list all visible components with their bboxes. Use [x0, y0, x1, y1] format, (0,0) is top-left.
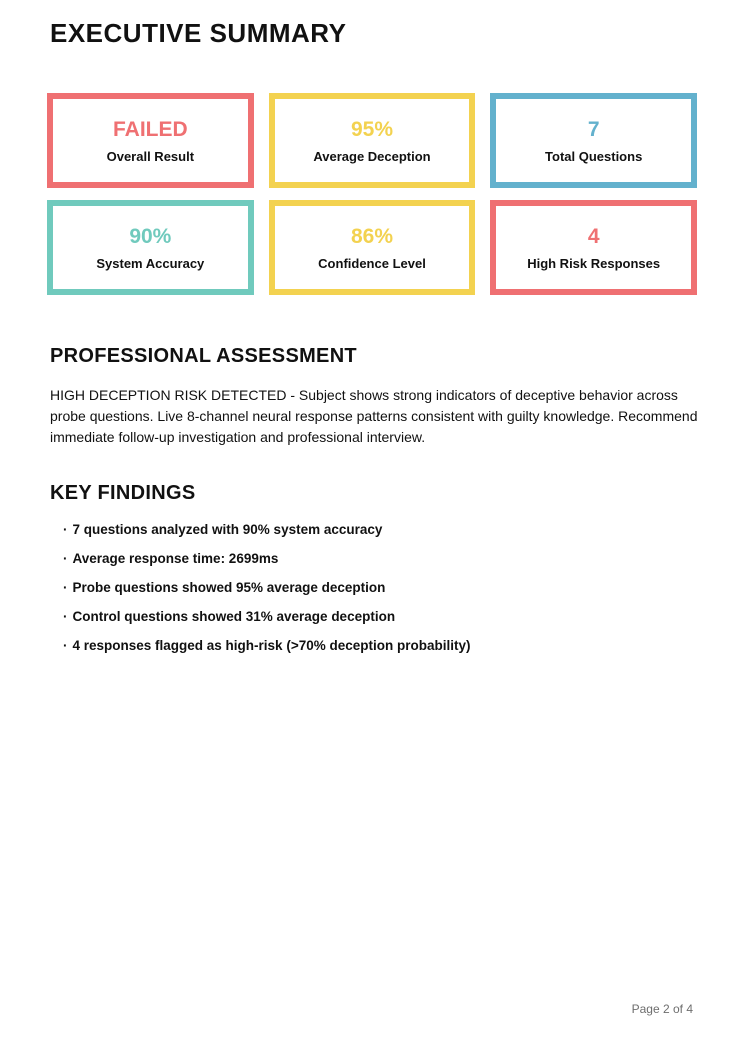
bullet-dot-icon: ·	[63, 580, 68, 595]
list-item	[63, 639, 683, 653]
stat-value: 90%	[129, 224, 172, 248]
stat-card-total-questions	[490, 93, 697, 188]
stat-label: Average Deception	[313, 148, 431, 164]
stat-label: High Risk Responses	[527, 255, 661, 271]
finding-text: Control questions showed 31% average deception	[72, 609, 396, 624]
finding-text: 4 responses flagged as high-risk (>70% deception probability)	[72, 638, 471, 653]
finding-text: Average response time: 2699ms	[72, 551, 279, 566]
finding-text: Probe questions showed 95% average deception	[72, 580, 386, 595]
stat-value: 4	[587, 224, 600, 248]
finding-text: 7 questions analyzed with 90% system accuracy	[72, 522, 383, 537]
stat-card-system-accuracy	[47, 200, 254, 295]
summary-stat-cards	[47, 93, 697, 295]
stat-card-average-deception	[269, 93, 476, 188]
key-findings-list	[63, 523, 683, 668]
list-item	[63, 610, 683, 624]
page-number: Page 2 of 4	[631, 1002, 693, 1016]
list-item	[63, 581, 683, 595]
bullet-dot-icon: ·	[63, 638, 68, 653]
stat-label: Overall Result	[106, 148, 195, 164]
bullet-dot-icon: ·	[63, 522, 68, 537]
stat-card-overall-result	[47, 93, 254, 188]
bullet-dot-icon: ·	[63, 551, 68, 566]
stat-value: 86%	[350, 224, 393, 248]
stat-label: Confidence Level	[318, 255, 426, 271]
list-item	[63, 552, 683, 566]
professional-assessment-text: HIGH DECEPTION RISK DETECTED - Subject shows strong indicators of deceptive behavior across probe questions. Live 8-channel neural response patterns consistent with guilty knowledge. Recommend immediate follow-up investigation and professional interview.	[50, 387, 698, 445]
stat-label: System Accuracy	[96, 255, 205, 271]
stat-label: Total Questions	[545, 148, 643, 164]
list-item	[63, 523, 683, 537]
stat-card-confidence-level	[269, 200, 476, 295]
stat-value: FAILED	[112, 117, 188, 141]
key-findings-heading: KEY FINDINGS	[50, 482, 196, 504]
stat-value: 7	[587, 117, 600, 141]
bullet-dot-icon: ·	[63, 609, 68, 624]
stat-value: 95%	[350, 117, 393, 141]
stat-card-high-risk-responses	[490, 200, 697, 295]
professional-assessment-heading: PROFESSIONAL ASSESSMENT	[50, 345, 357, 367]
page-title: EXECUTIVE SUMMARY	[50, 18, 347, 48]
